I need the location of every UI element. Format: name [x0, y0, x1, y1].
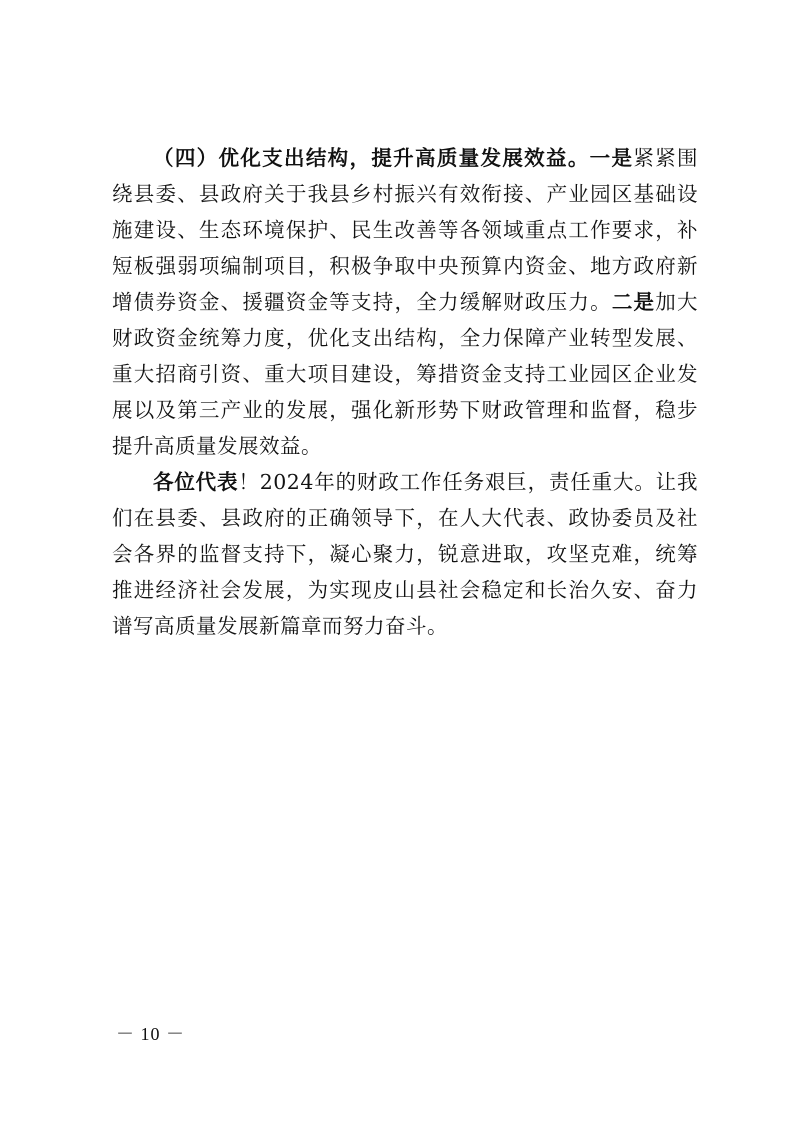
point-marker-second: 二是	[611, 290, 656, 314]
paragraph-fiscal-expenditure	[112, 140, 698, 464]
paragraph-closing-address	[112, 464, 698, 644]
address-lead: 各位代表	[153, 470, 239, 494]
point-text-first: 紧紧围绕县委、县政府关于我县乡村振兴有效衔接、产业园区基础设施建设、生态环境保护、民生改善等各领域重点工作要求，补短板强弱项编制项目，积极争取中央预算内资金、地方政府新增债券资金、援疆资金等支持，全力缓解财政压力。	[112, 146, 699, 314]
section-heading: （四）优化支出结构，提升高质量发展效益。	[153, 146, 590, 170]
point-text-second: 加大财政资金统筹力度，优化支出结构，全力保障产业转型发展、重大招商引资、重大项目建设，筹措资金支持工业园区企业发展以及第三产业的发展，强化新形势下财政管理和监督，稳步提升高质量发展效益。	[112, 290, 699, 458]
document-body	[112, 140, 698, 644]
closing-text: ！2024年的财政工作任务艰巨，责任重大。让我们在县委、县政府的正确领导下，在人大代表、政协委员及社会各界的监督支持下，凝心聚力，锐意进取，攻坚克难，统筹推进经济社会发展，为实现皮山县社会稳定和长治久安、奋力谱写高质量发展新篇章而努力奋斗。	[112, 470, 699, 638]
point-marker-first: 一是	[589, 146, 634, 170]
page-number: － 10 －	[116, 1024, 185, 1044]
